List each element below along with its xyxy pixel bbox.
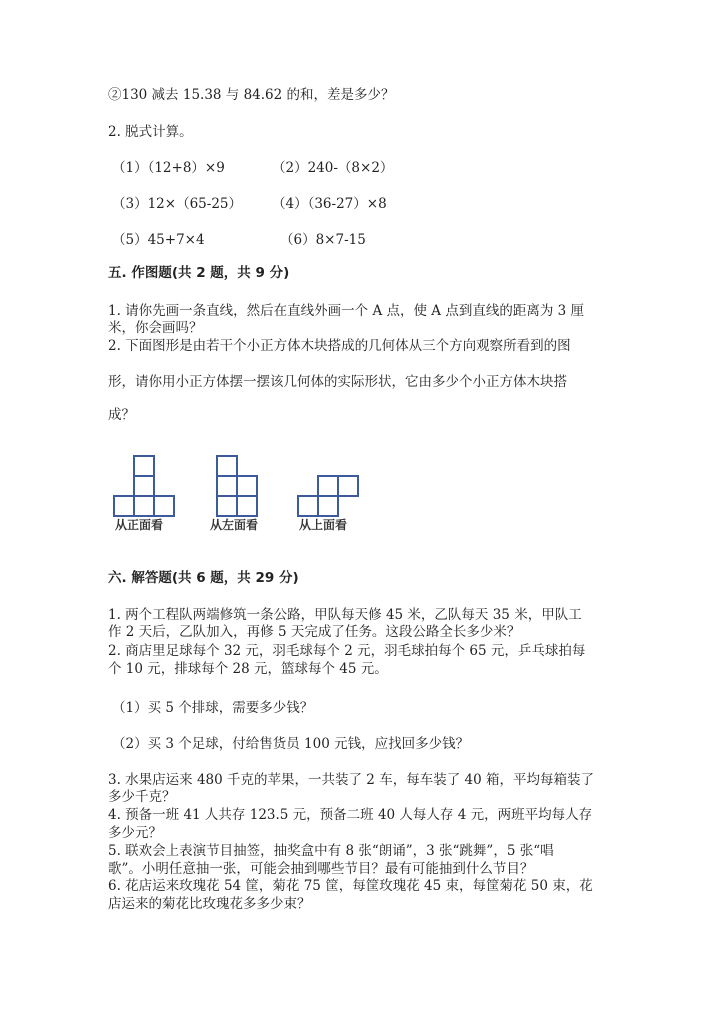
left-view-grid	[217, 456, 257, 516]
sec5-q1: 米，你会画吗？	[108, 320, 203, 336]
top-view-label: 从上面看	[299, 518, 348, 532]
sec6-q1: 作 2 天后，乙队加入，再修 5 天完成了任务。这段公路全长多少米？	[108, 624, 521, 640]
sec6-q2: 2. 商店里足球每个 32 元，羽毛球每个 2 元，羽毛球拍每个 65 元，乒乓球拍每	[108, 643, 586, 659]
sec6-q6: 6. 花店运来玫瑰花 54 筐，菊花 75 筐，每筐玫瑰花 45 束，每筐菊花 50 束，花	[108, 878, 593, 894]
front-view-label: 从正面看	[115, 518, 164, 532]
sec4-q2-title: 2. 脱式计算。	[108, 124, 193, 140]
sec6-q5: 歌”。小明任意抽一张，可能会抽到哪些节目？最有可能抽到什么节目？	[108, 861, 534, 877]
calc-item: （3）12×（65-25）	[112, 196, 242, 212]
sec6-q2-sub: （1）买 5 个排球，需要多少钱？	[112, 700, 314, 716]
sec6-q1: 1. 两个工程队两端修筑一条公路，甲队每天修 45 米，乙队每天 35 米，甲队工	[108, 607, 582, 623]
sec4-q1-part2: ②130 减去 15.38 与 84.62 的和，差是多少？	[108, 87, 395, 103]
calc-item: （5）45+7×4	[112, 232, 205, 248]
top-view-grid	[298, 476, 358, 516]
left-view-label: 从左面看	[210, 518, 259, 532]
sec6-q6: 店运来的菊花比玫瑰花多多少束？	[108, 896, 311, 912]
sec6-q3: 多少千克？	[108, 789, 176, 805]
section-heading-5: 五. 作图题(共 2 题，共 9 分)	[108, 265, 290, 281]
sec5-q2: 2. 下面图形是由若干个小正方体木块搭成的几何体从三个方向观察所看到的图	[108, 338, 571, 354]
sec5-q2: 成？	[108, 407, 135, 423]
sec6-q4: 4. 预备一班 41 人共存 123.5 元，预备二班 40 人每人存 4 元，两班平均每人存	[108, 807, 593, 823]
front-view-grid	[114, 456, 174, 516]
calc-item: （4）（36-27）×8	[272, 196, 387, 212]
calc-item: （2）240-（8×2）	[272, 160, 394, 176]
calc-item: （1）（12+8）×9	[112, 160, 225, 176]
sec5-q1: 1. 请你先画一条直线，然后在直线外画一个 A 点，使 A 点到直线的距离为 3 厘	[108, 303, 585, 319]
sec6-q2-sub: （2）买 3 个足球，付给售货员 100 元钱，应找回多少钱？	[112, 736, 470, 752]
calc-item: （6）8×7-15	[280, 232, 366, 248]
sec6-q4: 多少元？	[108, 825, 162, 841]
sec5-q2: 形，请你用小正方体摆一摆该几何体的实际形状，它由多少个小正方体木块搭	[108, 374, 567, 390]
section-heading-6: 六. 解答题(共 6 题，共 29 分)	[108, 570, 299, 586]
sec6-q2: 个 10 元，排球每个 28 元，篮球每个 45 元。	[108, 661, 388, 677]
sec6-q3: 3. 水果店运来 480 千克的苹果，一共装了 2 车，每车装了 40 箱，平均每箱装了	[108, 772, 594, 788]
sec6-q5: 5. 联欢会上表演节目抽签，抽奖盒中有 8 张“朗诵”，3 张“跳舞”，5 张“唱	[108, 843, 554, 859]
